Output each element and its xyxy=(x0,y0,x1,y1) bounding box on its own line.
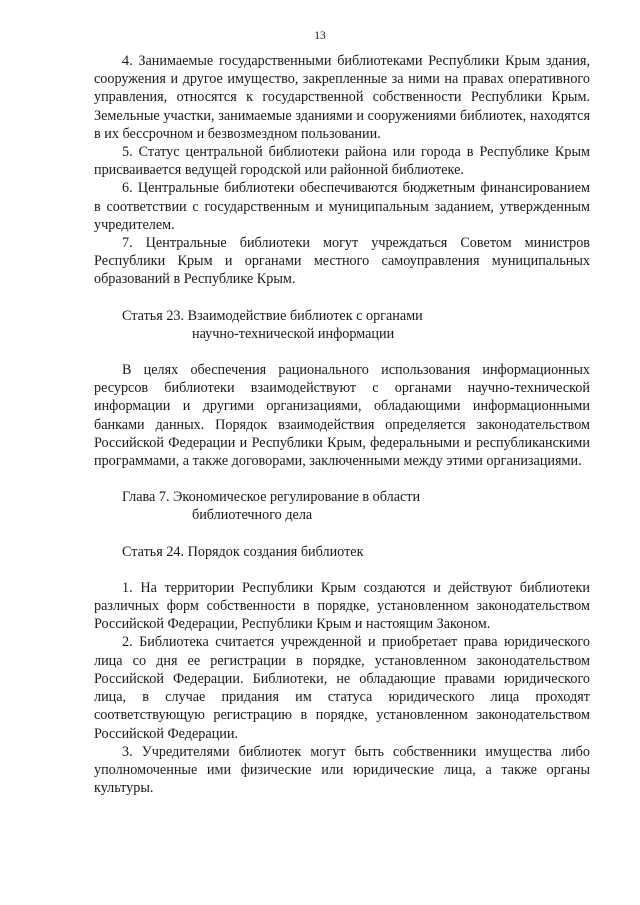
chapter-7-heading xyxy=(94,488,590,524)
page-number: 13 xyxy=(314,30,326,42)
article-24-paragraph-2: 2. Библиотека считается учрежденной и приобретает права юридического лица со дня ее регистрации в порядке, установленном законодательством Российской Федерации. Библиотеки, не обладающие правами юридического лица, в случае придания им статуса юридического лица проходят соответствующую регистрацию в порядке, установленном законодательством Российской Федерации. xyxy=(94,634,590,742)
article-23-paragraph: В целях обеспечения рационального использования информационных ресурсов библиотеки взаимодействуют с органами научно-технической информации и другими организациями, обладающими информационными банками данных. Порядок взаимодействия определяется законодательством Российской Федерации и Республики Крым, федеральными и республиканскими программами, а также договорами, заключенными между этими организациями. xyxy=(94,362,590,470)
article-24-heading: Статья 24. Порядок создания библиотек xyxy=(122,543,364,560)
article-23-heading xyxy=(94,307,590,343)
article-23-title-line2: научно-технической информации xyxy=(192,325,395,342)
document-body xyxy=(94,52,590,797)
chapter-7-title-line1: Глава 7. Экономическое регулирование в области xyxy=(122,489,421,506)
article-24-paragraph-3: 3. Учредителями библиотек могут быть собственники имущества либо уполномоченные ими физические или юридические лица, а также органы культуры. xyxy=(94,743,590,797)
paragraph-6: 6. Центральные библиотеки обеспечиваются бюджетным финансированием в соответствии с государственным и муниципальным заданием, утвержденным учредителем. xyxy=(94,180,590,233)
chapter-7-title-line2: библиотечного дела xyxy=(192,507,313,524)
article-23-title-line1: Статья 23. Взаимодействие библиотек с органами xyxy=(122,307,423,324)
paragraph-4: 4. Занимаемые государственными библиотеками Республики Крым здания, сооружения и другое имущество, закрепленные за ними на правах оперативного управления, относятся к государственной собственности Республики Крым. Земельные участки, занимаемые зданиями и сооружениями библиотек, находятся в их бессрочном и безвозмездном пользовании. xyxy=(94,53,590,142)
paragraph-5: 5. Статус центральной библиотеки района или города в Республике Крым присваивается ведущей городской или районной библиотеке. xyxy=(94,144,590,179)
article-24-paragraph-1: 1. На территории Республики Крым создаются и действуют библиотеки различных форм собственности в порядке, установленном законодательством Российской Федерации, Республики Крым и настоящим Законом. xyxy=(94,579,590,633)
paragraph-7: 7. Центральные библиотеки могут учреждаться Советом министров Республики Крым и органами местного самоуправления муниципальных образований в Республике Крым. xyxy=(94,235,590,288)
